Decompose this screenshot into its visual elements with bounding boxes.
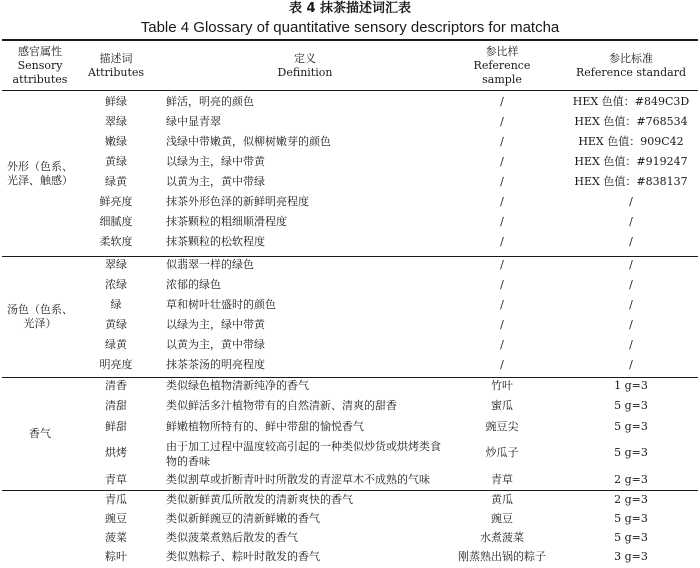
group-label-aroma (2, 378, 78, 490)
row-attribute: 绿黄 (105, 175, 127, 188)
row-reference: / (500, 135, 504, 148)
header-standard-cn: 参比标准 (609, 51, 653, 65)
row-reference: 黄瓜 (491, 493, 513, 506)
row-definition: 类似新鲜豌豆的清新鲜嫩的香气 (166, 512, 320, 525)
row-standard: 3 g=3 (614, 550, 648, 563)
group-label-appearance (2, 92, 78, 256)
group-label-line-1: 汤色（色系、 (7, 303, 73, 316)
header-definition-en: Definition (277, 65, 333, 79)
row-attribute: 鲜亮度 (99, 195, 133, 208)
row-attribute: 青瓜 (105, 493, 127, 506)
row-standard: / (629, 195, 633, 208)
row-definition: 抹茶颗粒的松软程度 (166, 235, 265, 248)
row-attribute: 鲜甜 (105, 420, 127, 433)
row-attribute: 粽叶 (105, 550, 127, 563)
group-label-line-2: 光泽） (23, 317, 57, 330)
row-reference: / (500, 235, 504, 248)
row-definition: 类似新鲜黄瓜所散发的清新爽快的香气 (166, 493, 353, 506)
row-attribute: 浓绿 (105, 278, 127, 291)
header-definition (200, 41, 410, 90)
row-definition: 类似菠菜煮熟后散发的香气 (166, 531, 298, 544)
row-reference: 豌豆 (491, 512, 513, 525)
group-rule-aroma (2, 490, 698, 491)
row-standard: 5 g=3 (614, 446, 648, 459)
group-rule-liquor (2, 377, 698, 378)
row-standard: / (629, 358, 633, 371)
row-reference: / (500, 278, 504, 291)
row-reference: 水煮菠菜 (480, 531, 524, 544)
row-attribute: 烘烤 (105, 446, 127, 459)
row-definition: 以黄为主，黄中带绿 (166, 338, 265, 351)
header-attribute (86, 41, 146, 90)
header-rule (2, 90, 698, 91)
row-standard: HEX 色值：909C42 (578, 135, 684, 148)
row-reference: 蜜瓜 (491, 399, 513, 412)
row-reference: / (500, 318, 504, 331)
group-label-liquor (2, 257, 78, 377)
row-reference: 炒瓜子 (485, 446, 519, 459)
row-attribute: 青草 (105, 473, 127, 486)
row-reference: / (500, 195, 504, 208)
row-reference: 竹叶 (491, 379, 513, 392)
row-attribute: 翠绿 (105, 115, 127, 128)
row-definition: 鲜嫩植物所特有的、鲜中带甜的愉悦香气 (166, 420, 364, 433)
row-attribute: 细腻度 (99, 215, 133, 228)
row-definition: 抹茶颗粒的粗细顺滑程度 (166, 215, 287, 228)
header-reference (452, 41, 552, 90)
row-definition: 鲜活，明亮的颜色 (166, 95, 254, 108)
row-attribute: 菠菜 (105, 531, 127, 544)
row-reference: 青草 (491, 473, 513, 486)
group-label-line-1: 外形（色系、 (7, 160, 73, 173)
table-title-chinese: 表 4 抹茶描述词汇表 (288, 1, 412, 16)
header-category-en-1: Sensory (17, 58, 63, 72)
row-standard: HEX 色值：#849C3D (572, 95, 690, 108)
row-reference: / (500, 95, 504, 108)
row-standard: 2 g=3 (614, 473, 648, 486)
header-attribute-en: Attributes (87, 65, 145, 79)
row-definition: 似翡翠一样的绿色 (166, 258, 254, 271)
row-standard: 1 g=3 (614, 379, 648, 392)
row-definition: 类似绿色植物清新纯净的香气 (166, 379, 309, 392)
row-standard: 5 g=3 (614, 420, 648, 433)
row-definition: 抹茶外形色泽的新鲜明亮程度 (166, 195, 309, 208)
row-standard: HEX 色值：#838137 (574, 175, 688, 188)
row-standard: 2 g=3 (614, 493, 648, 506)
row-standard: 5 g=3 (614, 512, 648, 525)
header-standard-en: Reference standard (576, 65, 686, 79)
row-standard: HEX 色值：#768534 (574, 115, 688, 128)
header-category-en-2: attributes (12, 72, 68, 86)
row-reference: / (500, 298, 504, 311)
row-reference: / (500, 338, 504, 351)
row-reference: / (500, 258, 504, 271)
header-attribute-cn: 描述词 (99, 51, 133, 65)
header-category (2, 41, 78, 90)
row-standard: 5 g=3 (614, 399, 648, 412)
row-definition: 浓郁的绿色 (166, 278, 221, 291)
header-reference-en: Reference sample (473, 58, 531, 86)
row-definition: 以绿为主，绿中带黄 (166, 155, 265, 168)
row-attribute: 绿 (110, 298, 122, 311)
row-definition: 浅绿中带嫩黄，似柳树嫩芽的颜色 (166, 135, 331, 148)
row-attribute: 嫩绿 (105, 135, 127, 148)
row-attribute: 翠绿 (105, 258, 127, 271)
row-reference: / (500, 358, 504, 371)
group-label-line-2: 光泽、触感） (7, 174, 73, 187)
row-standard: / (629, 235, 633, 248)
row-reference: / (500, 155, 504, 168)
row-definition: 类似割草或折断青叶时所散发的青涩草木不成熟的气味 (166, 473, 430, 486)
row-definition: 绿中显青翠 (166, 115, 221, 128)
row-definition: 草和树叶壮盛时的颜色 (166, 298, 276, 311)
header-standard (566, 41, 696, 90)
row-standard: / (629, 298, 633, 311)
row-standard: 5 g=3 (614, 531, 648, 544)
row-definition: 抹茶茶汤的明亮程度 (166, 358, 265, 371)
row-reference: 豌豆尖 (485, 420, 519, 433)
header-category-cn: 感官属性 (18, 44, 62, 58)
row-reference: / (500, 175, 504, 188)
row-definition: 以绿为主，绿中带黄 (166, 318, 265, 331)
row-standard: HEX 色值：#919247 (574, 155, 688, 168)
table-title-english: Table 4 Glossary of quantitative sensory descriptors for matcha (140, 19, 560, 36)
row-definition: 由于加工过程中温度较高引起的一种类似炒货或烘烤类食物的香味 (166, 440, 441, 468)
row-definition: 类似熟粽子、粽叶时散发的香气 (166, 550, 320, 563)
row-standard: / (629, 215, 633, 228)
row-definition: 以黄为主，黄中带绿 (166, 175, 265, 188)
row-attribute: 豌豆 (105, 512, 127, 525)
row-definition: 类似鲜活多汁植物带有的自然清新、清爽的甜香 (166, 399, 397, 412)
row-reference: / (500, 115, 504, 128)
group-label-line-1: 香气 (29, 427, 51, 440)
row-standard: / (629, 258, 633, 271)
row-attribute: 清香 (105, 379, 127, 392)
row-standard: / (629, 338, 633, 351)
row-standard: / (629, 318, 633, 331)
row-attribute: 绿黄 (105, 338, 127, 351)
row-attribute: 柔软度 (99, 235, 133, 248)
group-rule-appearance (2, 256, 698, 257)
row-attribute: 明亮度 (99, 358, 133, 371)
row-attribute: 黄绿 (105, 318, 127, 331)
header-reference-cn: 参比样 (485, 44, 519, 58)
row-reference: 刚蒸熟出锅的粽子 (458, 550, 546, 563)
row-attribute: 鲜绿 (105, 95, 127, 108)
row-attribute: 清甜 (105, 399, 127, 412)
row-attribute: 黄绿 (105, 155, 127, 168)
header-definition-cn: 定义 (294, 51, 316, 65)
row-standard: / (629, 278, 633, 291)
row-reference: / (500, 215, 504, 228)
